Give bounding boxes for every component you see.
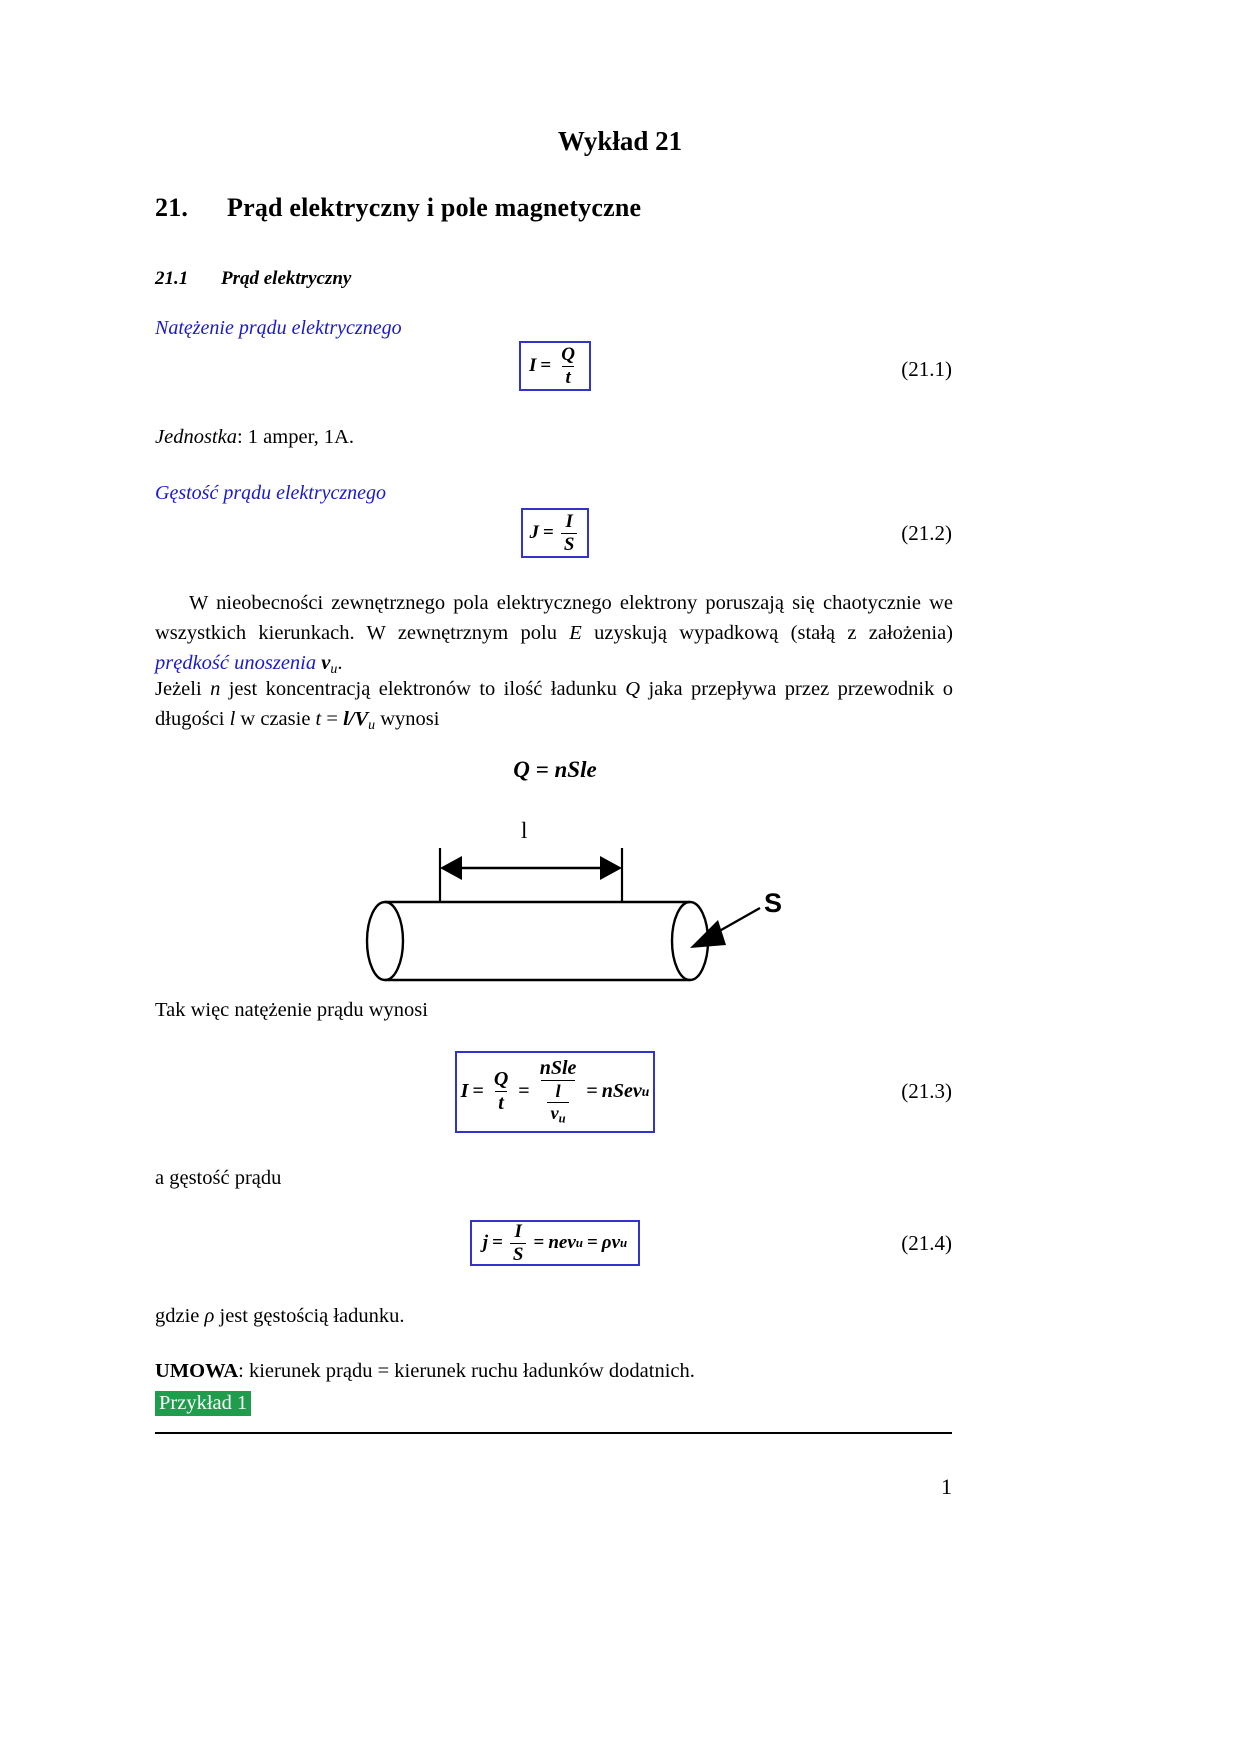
p1-part-a: W nieobecności zewnętrznego pola elektrycznego elektrony poruszają się chaotycznie we wszystkich kierunkach. W zewnętrznym polu	[155, 592, 953, 644]
diagram-length-label: l	[521, 818, 528, 843]
eq3-den2-den: $v_u$	[547, 1102, 568, 1126]
eq1-lhs: I	[529, 355, 537, 376]
formula-box-21-1	[519, 341, 591, 391]
eq3-lhs: I	[460, 1080, 469, 1103]
eq4-lhs: j	[482, 1232, 489, 1253]
p2-part-b: jest koncentracją elektronów to ilość ładunku	[220, 678, 626, 700]
eq1-op: =	[540, 355, 552, 376]
p2-part-f: wynosi	[375, 708, 440, 730]
paragraph-electrons	[155, 588, 953, 685]
eq3-num1: Q	[493, 1068, 509, 1091]
p2-part-c: jaka przepływa przez przewodnik o długości	[155, 678, 954, 730]
eq4-denominator: S	[510, 1243, 527, 1265]
p5-part-b: jest gęstością ładunku.	[214, 1305, 405, 1327]
formula-box-21-4	[470, 1220, 640, 1266]
eq4-mid: nev	[548, 1232, 576, 1253]
formula-box-21-2	[521, 508, 589, 558]
page-number: 1	[941, 1474, 952, 1499]
eq1-denominator: t	[562, 366, 573, 388]
eq4-mid-sub: u	[575, 1235, 583, 1250]
equation-number-21-3: (21.3)	[901, 1079, 952, 1103]
umowa-label: UMOWA	[155, 1360, 239, 1382]
subsection-number: 21.1	[155, 268, 189, 289]
eq4-rhs-sub: u	[620, 1235, 628, 1250]
p1-blue-phrase: prędkość unoszenia	[155, 652, 317, 674]
eq4-op1: =	[492, 1232, 503, 1253]
p1-part-b: uzyskują wypadkową (stałą z założenia)	[581, 622, 953, 644]
p2-part-e: =	[321, 708, 344, 730]
eq3-den2-den-sub: u	[558, 1111, 566, 1126]
paragraph-gdzie	[155, 1301, 955, 1331]
label-gestosc: Gęstość prądu elektrycznego	[155, 482, 387, 504]
p5-part-a: gdzie	[155, 1305, 205, 1327]
eq4-rho: ρ	[601, 1232, 612, 1253]
page-title: Wykład 21	[557, 126, 683, 156]
footer-divider	[155, 1432, 952, 1434]
p1-symbol-E: E	[569, 622, 582, 644]
paragraph-jednostka	[155, 422, 955, 452]
eq3-den1: t	[495, 1091, 507, 1114]
przyklad-highlight: Przykład 1	[155, 1391, 251, 1416]
p1-symbol-vu-sub: u	[330, 661, 338, 677]
eq4-op2: =	[533, 1232, 545, 1253]
eq3-rhs-sub: u	[641, 1083, 650, 1099]
umowa-rest: : kierunek prądu = kierunek ruchu ładunków dodatnich.	[238, 1360, 695, 1382]
paragraph-przyklad	[155, 1388, 955, 1418]
eq2-op: =	[543, 522, 554, 543]
eq4-op3: =	[586, 1232, 598, 1253]
section-heading	[155, 193, 1085, 223]
equation-number-21-2: (21.2)	[901, 521, 952, 545]
cylinder-svg	[360, 810, 840, 1000]
equation-number-21-4: (21.4)	[901, 1231, 952, 1255]
eq3-den2	[541, 1080, 574, 1126]
p1-end: .	[337, 652, 343, 674]
p2-symbol-lv: l/V	[343, 708, 369, 730]
p2-symbol-n: n	[210, 678, 221, 700]
subsection-heading	[155, 268, 1085, 290]
eq2-lhs: J	[529, 522, 540, 543]
eq3-num2: nSle	[539, 1057, 577, 1080]
p2-symbol-l: l	[229, 708, 236, 730]
p5-symbol-rho: ρ	[204, 1305, 215, 1327]
eq2-numerator: I	[565, 510, 573, 532]
eq3-op2: =	[518, 1080, 530, 1103]
jednostka-label: Jednostka	[155, 426, 237, 448]
eq3-op3: =	[586, 1080, 598, 1103]
section-number: 21.	[155, 193, 189, 222]
eq3-op1: =	[472, 1080, 484, 1103]
eq1-numerator: Q	[561, 343, 575, 365]
subsection-title: Prąd elektryczny	[221, 268, 352, 289]
label-natezenie: Natężenie prądu elektrycznego	[155, 317, 402, 339]
paragraph-takwiec: Tak więc natężenie prądu wynosi	[155, 999, 428, 1021]
p2-symbol-lv-sub: u	[368, 717, 376, 733]
eq2-denominator: S	[561, 533, 578, 555]
equation-number-21-1: (21.1)	[901, 357, 952, 381]
diagram-area-label: S	[764, 888, 783, 918]
section-title: Prąd elektryczny i pole magnetyczne	[227, 193, 642, 222]
paragraph-concentration	[155, 674, 953, 741]
eq4-rhs-v: v	[611, 1232, 620, 1253]
eq3-den2-num: l	[555, 1081, 561, 1102]
p2-part-a: Jeżeli	[155, 678, 211, 700]
equation-q-nsle: Q = nSle	[513, 757, 597, 782]
cylinder-diagram	[360, 810, 840, 1000]
p2-symbol-t: t	[315, 708, 322, 730]
p2-part-d: w czasie	[235, 708, 316, 730]
p2-symbol-Q: Q	[625, 678, 641, 700]
paragraph-umowa	[155, 1356, 955, 1386]
formula-box-21-3	[455, 1051, 655, 1133]
eq4-numerator: I	[514, 1220, 522, 1242]
eq3-rhs: nSev	[601, 1080, 642, 1103]
p1-symbol-vu: v	[321, 652, 331, 674]
jednostka-rest: : 1 amper, 1A.	[236, 426, 355, 448]
paragraph-agestosc: a gęstość prądu	[155, 1167, 282, 1189]
